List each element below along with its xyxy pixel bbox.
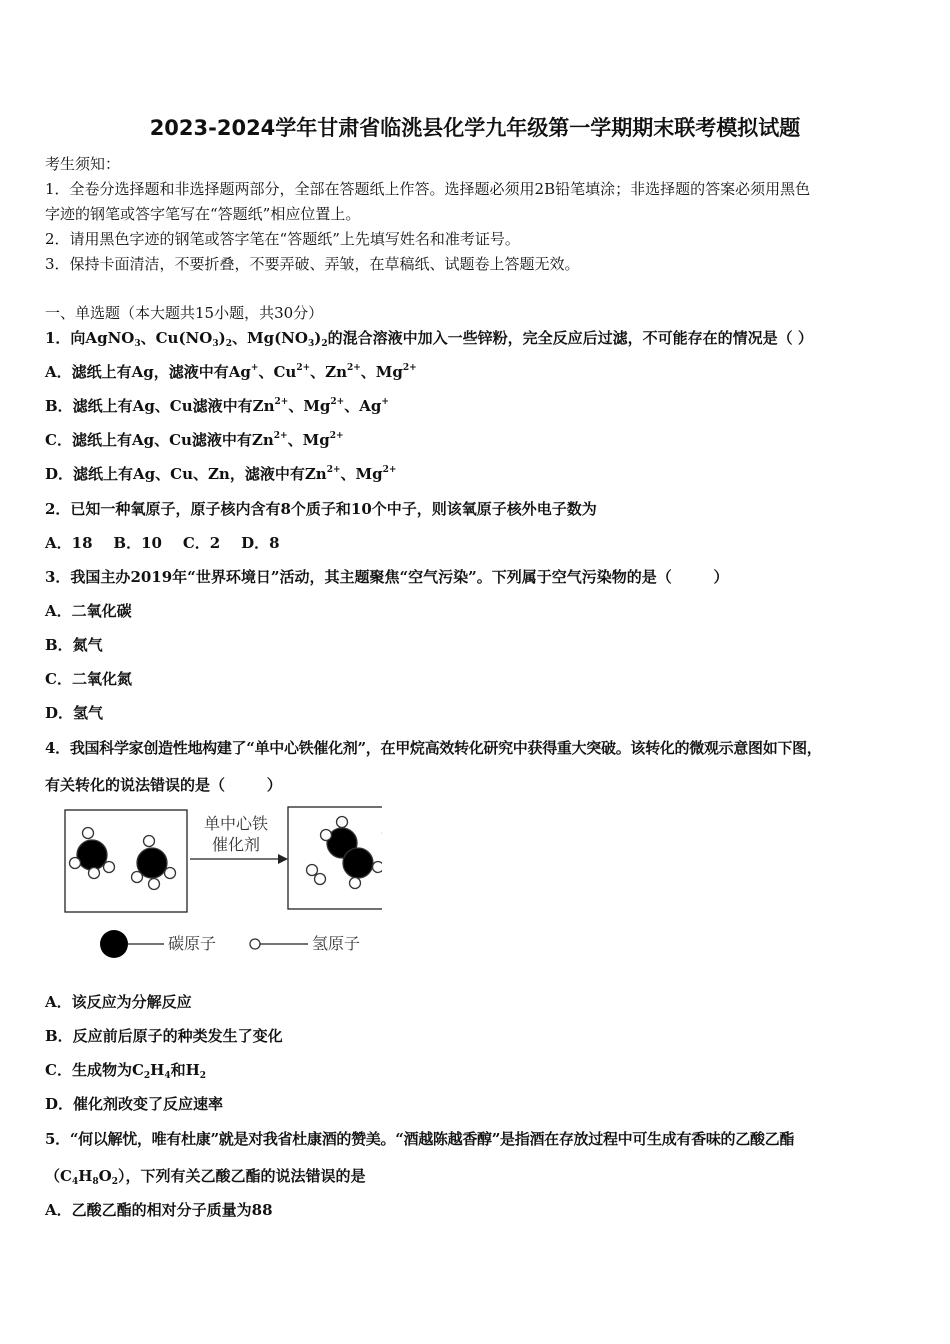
reaction-arrow-head (278, 854, 288, 864)
question-5-option-a: A．乙酸乙酯的相对分子质量为88 (45, 1201, 273, 1219)
legend-carbon-label: 碳原子 (168, 934, 217, 953)
notice-heading: 考生须知： (45, 155, 121, 173)
question-5-stem-cont: $(C_4H_8O_2)$，下列有关乙酸乙酯的说法错误的是 (45, 1167, 366, 1187)
question-1-stem: 1．向AgNO$_3$、$Cu(NO_3)_2$、$Mg(NO_3)_2$的混合溶液中加入一些锌粉，完全反应后过滤，不可能存在的情况是（ ） (45, 329, 813, 349)
question-3-option-b: B．氮气 (45, 636, 103, 654)
question-4-option-a: A．该反应为分解反应 (45, 993, 192, 1011)
question-4-option-d: D．催化剂改变了反应速率 (45, 1095, 224, 1113)
catalyst-label-line2: 催化剂 (211, 835, 261, 854)
notice-item-1: 1．全卷分选择题和非选择题两部分，全部在答题纸上作答。选择题必须用2B铅笔填涂；非选择题的答案必须用黑色 (45, 180, 811, 198)
diagram-legend (62, 922, 382, 964)
question-1-option-c: C．滤纸上有Ag、Cu滤液中有$Zn^{2+}$、$Mg^{2+}$ (45, 431, 344, 449)
methane-molecule-1 (70, 828, 115, 879)
question-4-stem: 4．我国科学家创造性地构建了“单中心铁催化剂”，在甲烷高效转化研究中获得重大突破。该转化的微观示意图如下图， (45, 739, 822, 757)
hydrogen-atom-legend-icon (250, 939, 260, 949)
question-1-option-b: B．滤纸上有Ag、Cu滤液中有$Zn^{2+}$、$Mg^{2+}$、Ag+ (45, 397, 389, 415)
question-3-option-c: C．二氧化氮 (45, 670, 132, 688)
carbon-atom-legend-icon (100, 930, 128, 958)
question-4-stem-cont: 有关转化的说法错误的是（ ） (45, 776, 282, 794)
section-heading: 一、单选题（本大题共15小题，共30分） (45, 304, 324, 322)
ethylene-molecule (321, 817, 383, 889)
question-2-options: A．18 B．10 C．2 D．8 (45, 534, 280, 552)
question-5-stem: 5．“何以解忧，唯有杜康”就是对我省杜康酒的赞美。“酒越陈越香醇”是指酒在存放过程中可生成有香味的乙酸乙酯 (45, 1130, 795, 1148)
hydrogen-molecule-2 (307, 865, 326, 885)
question-4-option-c: C．生成物为$C_2H_4$和$H_2$ (45, 1061, 207, 1081)
notice-item-3: 3．保持卡面清洁，不要折叠，不要弄破、弄皱，在草稿纸、试题卷上答题无效。 (45, 255, 580, 273)
legend-hydrogen-label: 氢原子 (312, 934, 361, 953)
question-3-stem: 3．我国主办2019年“世界环境日”活动，其主题聚焦“空气污染”。下列属于空气污染物的是（ ） (45, 568, 729, 586)
question-1-option-a: A．滤纸上有Ag，滤液中有Ag+、$Cu^{2+}$、$Zn^{2+}$、$Mg^{2+}$ (45, 363, 417, 381)
notice-item-2: 2．请用黑色字迹的钢笔或答字笔在“答题纸”上先填写姓名和准考证号。 (45, 230, 520, 248)
methane-molecule-2 (132, 836, 176, 890)
question-1-option-d: D．滤纸上有Ag、Cu、Zn，滤液中有$Zn^{2+}$、$Mg^{2+}$ (45, 465, 397, 483)
question-3-option-a: A．二氧化碳 (45, 602, 132, 620)
catalyst-label-line1: 单中心铁 (203, 814, 269, 833)
notice-item-1-cont: 字迹的钢笔或答字笔写在“答题纸”相应位置上。 (45, 205, 361, 223)
page-title: 2023-2024学年甘肃省临洮县化学九年级第一学期期末联考模拟试题 (149, 116, 801, 140)
question-2-stem: 2．已知一种氧原子，原子核内含有8个质子和10个中子，则该氧原子核外电子数为 (45, 500, 597, 518)
question-3-option-d: D．氢气 (45, 704, 104, 722)
question-4-option-b: B．反应前后原子的种类发生了变化 (45, 1027, 283, 1045)
